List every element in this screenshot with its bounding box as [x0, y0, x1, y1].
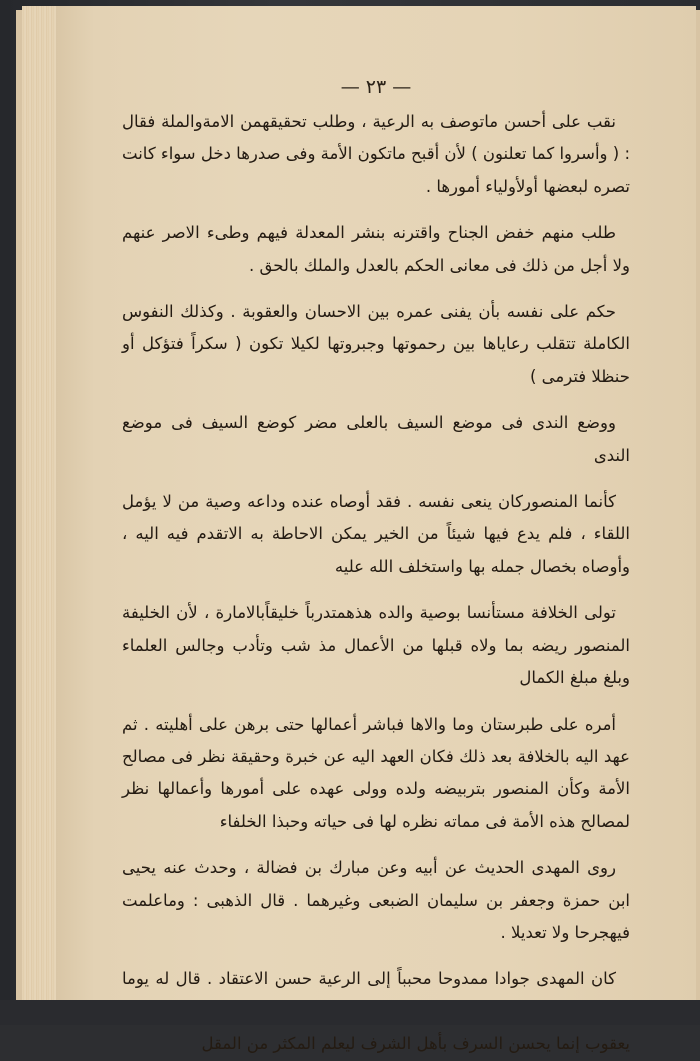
verse-line: ووضع الندى فى موضع السيف بالعلى مضر كوضع السيف فى موضع الندى: [122, 413, 630, 465]
paragraph: تولى الخلافة مستأنسا بوصية والده هذهمتدرباً خليقاًبالامارة ، لأن الخليفة المنصور ريضه بما ولاه قبلها من الأعمال مذ شب وتأدب وجالس العلماء وبلغ مبلغ الكمال: [122, 603, 630, 688]
paragraph: أمره على طبرستان وما والاها فباشر أعمالها حتى برهن على أهليته . ثم عهد اليه بالخلافة بعد ذلك فكان العهد اليه عن خبرة وحقيقة نظر فى مصالح الأمة وكأن المنصور بتربيضه ولده وولى عهده على أمورها وأعمالها نظر لمصالح هذه الأمة فى مماته نظره لها فى حياته وحبذا الخلفاء: [122, 714, 630, 831]
paragraph: طلب منهم خفض الجناح واقترنه بنشر المعدلة فيهم وطىء الاصر عنهم ولا أجل من ذلك فى معانى الحكم بالعدل والملك بالحق .: [122, 223, 630, 275]
page-number: — ٢٣ —: [340, 76, 412, 98]
body-text: [122, 106, 630, 1061]
paragraph: حكم على نفسه بأن يفنى عمره بين الاحسان والعقوبة . وكذلك النفوس الكاملة تتقلب رعاياها بين رحموتها وجبروتها لكيلا تكون ( سكراً فتؤكل أو حنظلا فترمى ): [122, 302, 630, 386]
bottom-shadow: [0, 1000, 700, 1025]
paragraph: كأنما المنصوركان ينعى نفسه . فقد أوصاه عنده وداعه وصية من لا يؤمل اللقاء ، فلم يدع فيها شيئاً من الخير يمكن الاحاطة به الاتقدم فيه اليه ، وأوصاه بخصال جمله بها واستخلف الله عليه: [122, 492, 630, 576]
paragraph: كان المهدى جوادا ممدوحا محبباً إلى الرعية حسن الاعتقاد . قال له يوما يعقوب إنما يحسن السرف بأهل الشرف ليعلم المكثر من المقل: [122, 969, 630, 1054]
paragraph: روى المهدى الحديث عن أبيه وعن مبارك بن فضالة ، وحدث عنه يحيى ابن حمزة وجعفر بن سليمان الضبعى وغيرهما . قال الذهبى : وماعلمت فيهجرحا ولا تعديلا .: [122, 858, 630, 942]
book-page: [56, 6, 696, 1054]
page-stack: [22, 6, 58, 1000]
paragraph: نقب على أحسن ماتوصف به الرعية ، وطلب تحقيقهمن الامةوالملة فقال : ( وأسروا كما تعلنون ) لأن أقبح ماتكون الأمة وفى صدرها دخل سواء كانت تصره لبعضها أولأولياء أمورها .: [122, 112, 630, 196]
